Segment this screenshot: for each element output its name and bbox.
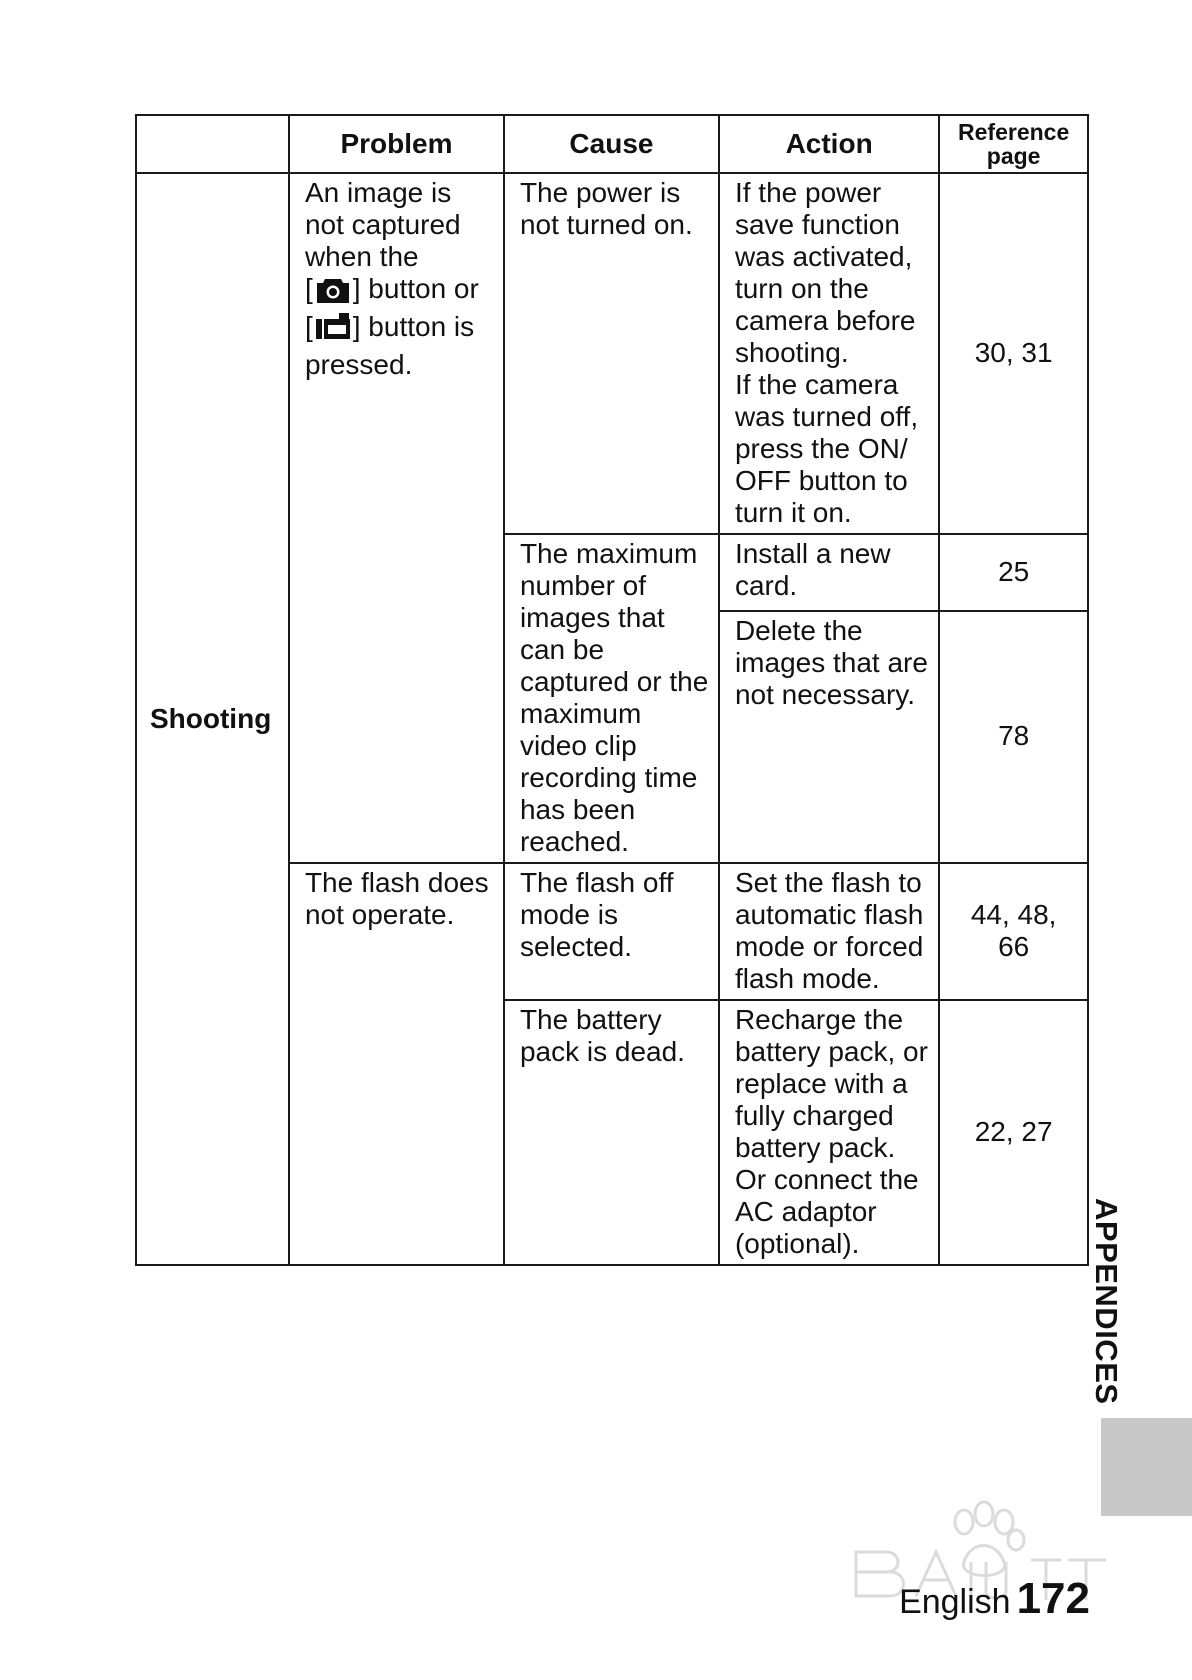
still-button-bracket-open: [ <box>304 273 313 304</box>
reference-header-line2: page <box>986 143 1041 169</box>
action-cell: Recharge the battery pack, or replace with a fully charged battery pack. Or connect the AC adaptor (optional). <box>719 1000 939 1265</box>
action-cell <box>719 173 939 534</box>
problem-header: Problem <box>289 115 504 173</box>
category-shooting: Shooting <box>136 173 289 1265</box>
action-cell: Delete the images that are not necessary. <box>719 611 939 863</box>
action-cell: Set the flash to automatic flash mode or forced flash mode. <box>719 863 939 1000</box>
reference-line: 44, 48, <box>970 899 1057 930</box>
still-button-text: ] button or <box>352 273 479 304</box>
reference-cell: 78 <box>939 611 1088 863</box>
reference-header-line1: Reference <box>958 119 1070 145</box>
problem-line: pressed. <box>304 349 413 380</box>
reference-cell: 30, 31 <box>939 173 1088 534</box>
action-header: Action <box>719 115 939 173</box>
category-header <box>136 115 289 173</box>
cause-cell: The power is not turned on. <box>504 173 719 534</box>
cause-cell: The maximum number of images that can be captured or the maximum video clip recording time has been reached. <box>504 534 719 863</box>
problem-line: not captured <box>304 209 461 240</box>
action-cell: Install a new card. <box>719 534 939 611</box>
problem-cell: The flash does not operate. <box>289 863 504 1265</box>
footer-language: English <box>899 1583 1011 1621</box>
action-text: If the power save function was activated, turn on the camera before shooting. <box>734 177 916 368</box>
page-number: 172 <box>1016 1574 1090 1623</box>
appendices-tab-label: APPENDICES <box>1089 1198 1124 1405</box>
action-text: If the camera was turned off, press the ON/ OFF button to turn it on. <box>734 369 919 528</box>
troubleshooting-table <box>135 114 1089 1266</box>
page-footer <box>899 1574 1090 1624</box>
cause-cell: The flash off mode is selected. <box>504 863 719 1000</box>
cause-cell: The battery pack is dead. <box>504 1000 719 1265</box>
problem-line: An image is <box>304 177 452 208</box>
table-row <box>136 173 1088 534</box>
problem-line: when the <box>304 241 419 272</box>
video-button-text: ] button is <box>352 311 475 342</box>
cause-header: Cause <box>504 115 719 173</box>
problem-cell <box>289 173 504 863</box>
reference-cell <box>939 863 1088 1000</box>
video-camera-icon <box>315 312 351 349</box>
reference-line: 66 <box>998 931 1030 962</box>
reference-page-header <box>939 115 1088 173</box>
reference-cell: 25 <box>939 534 1088 611</box>
video-button-bracket-open: [ <box>304 311 313 342</box>
camera-icon <box>315 276 351 311</box>
reference-cell: 22, 27 <box>939 1000 1088 1265</box>
header-row <box>136 115 1088 173</box>
